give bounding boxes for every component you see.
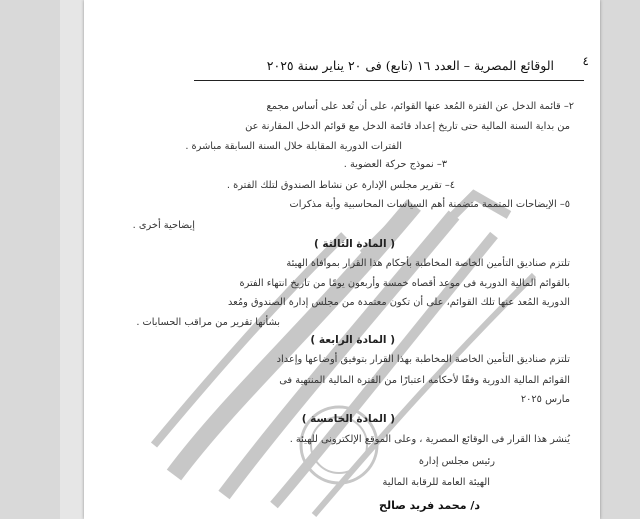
body-line: ٣– نموذج حركة العضوية . — [343, 159, 447, 170]
body-line: ٤– تقرير مجلس الإدارة عن نشاط الصندوق لتلك الفترة . — [226, 180, 455, 191]
page-number: ٤ — [582, 54, 589, 68]
article-heading: ( المادة الرابعة ) — [310, 334, 395, 346]
body-line: الفترات الدورية المقابلة خلال السنة السابقة مباشرة . — [185, 141, 402, 152]
article-line: بشأنها تقرير من مراقب الحسابات . — [136, 317, 280, 328]
body-line: إيضاحية أخرى . — [132, 220, 195, 231]
closing-organization: الهيئة العامة للرقابة المالية — [382, 477, 490, 488]
article-line: بالقوائم المالية الدورية فى موعد أقصاه خمسة وأربعون يومًا من تاريخ انتهاء الفترة — [239, 278, 570, 289]
signature-name: د/ محمد فريد صالح — [379, 499, 480, 512]
article-line: تلتزم صناديق التأمين الخاصة المخاطبة بهذا القرار بتوفيق أوضاعها وإعداد — [276, 354, 570, 365]
article-heading: ( المادة الثالثة ) — [313, 238, 395, 250]
article-line: يُنشر هذا القرار فى الوقائع المصرية ، وعلى الموقع الإلكترونى للهيئة . — [289, 434, 570, 445]
header-divider — [194, 80, 584, 81]
article-line: تلتزم صناديق التأمين الخاصة المخاطبة بأحكام هذا القرار بموافاة الهيئة — [286, 258, 570, 269]
article-line: القوائم المالية الدورية وفقًا لأحكامه اعتبارًا من الفترة المالية المنتهية فى — [279, 375, 570, 386]
body-line: من بداية السنة المالية حتى تاريخ إعداد قائمة الدخل مع قوائم الدخل المقارنة عن — [245, 121, 570, 132]
article-line: مارس ٢٠٢٥ — [520, 394, 570, 405]
header-title: الوقائع المصرية – العدد ١٦ (تابع) فى ٢٠ يناير سنة ٢٠٢٥ — [266, 58, 554, 73]
document-page — [84, 0, 600, 519]
viewer-background-left — [0, 0, 60, 519]
body-line: ٢– قائمة الدخل عن الفترة المُعد عنها القوائم، على أن تُعد على أساس مجمع — [266, 101, 574, 112]
article-line: الدورية المُعد عنها تلك القوائم، على أن تكون معتمدة من مجلس إدارة الصندوق ومُعد — [228, 297, 570, 308]
closing-title: رئيس مجلس إدارة — [418, 456, 495, 467]
article-heading: ( المادة الخامسة ) — [301, 413, 395, 425]
viewer-background-right — [600, 0, 640, 519]
body-line: ٥– الإيضاحات المتممة متضمنة أهم السياسات المحاسبية وأية مذكرات — [289, 199, 570, 210]
page-header — [194, 54, 589, 78]
